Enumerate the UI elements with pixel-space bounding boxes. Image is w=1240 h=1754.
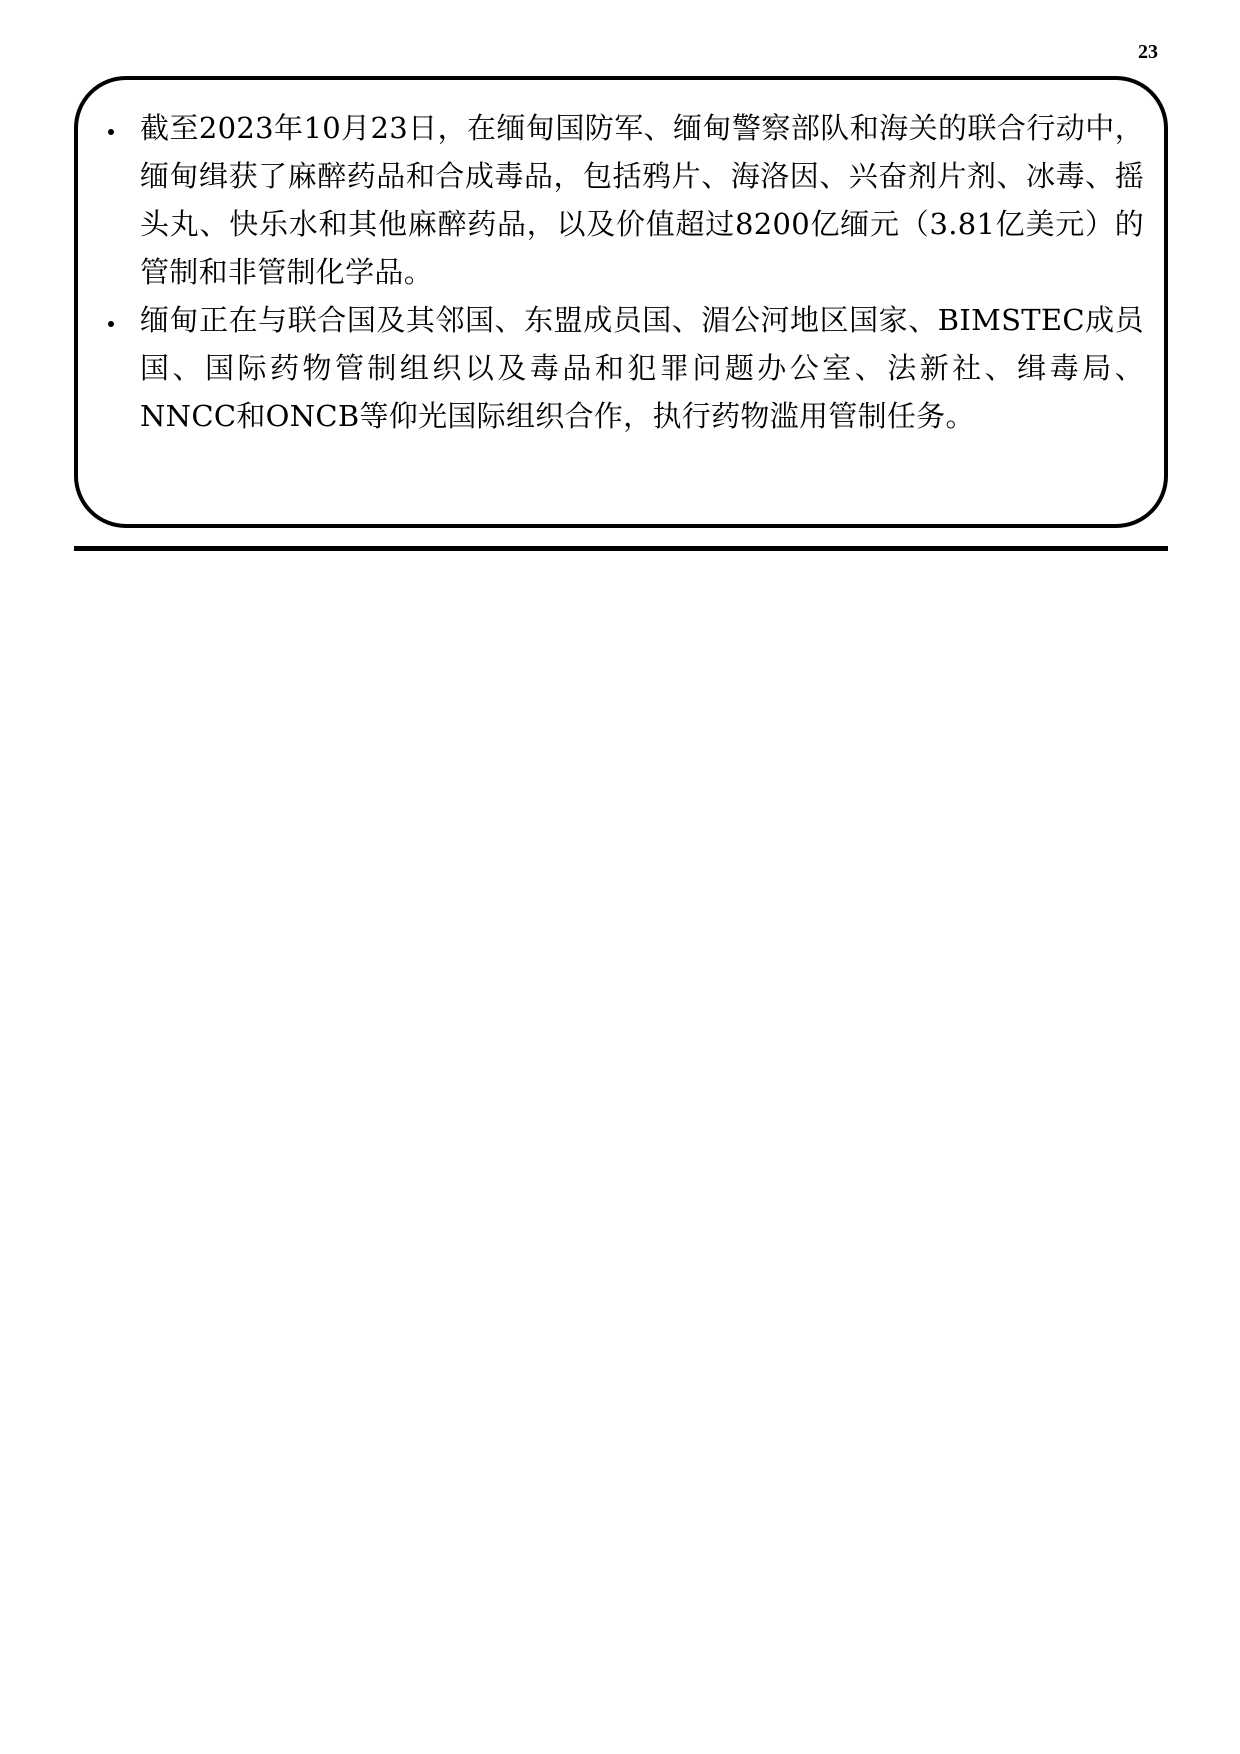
bullet-text: 缅甸正在与联合国及其邻国、东盟成员国、湄公河地区国家、BIMSTEC成员国、国际药物管制组织以及毒品和犯罪问题办公室、法新社、缉毒局、NNCC和ONCB等仰光国际组织合作，执行药物滥用管制任务。 [140,303,1144,433]
bullet-box [74,76,1168,528]
list-item [78,104,1164,296]
horizontal-rule [74,546,1168,551]
bullet-list [78,104,1164,440]
bullet-text: 截至2023年10月23日，在缅甸国防军、缅甸警察部队和海关的联合行动中，缅甸缉获了麻醉药品和合成毒品，包括鸦片、海洛因、兴奋剂片剂、冰毒、摇头丸、快乐水和其他麻醉药品，以及价值超过8200亿缅元（3.81亿美元）的管制和非管制化学品。 [140,111,1144,289]
bullet-dot-icon [108,129,114,135]
bullet-dot-icon [108,321,114,327]
page-number: 23 [1138,41,1158,63]
list-item [78,296,1164,440]
